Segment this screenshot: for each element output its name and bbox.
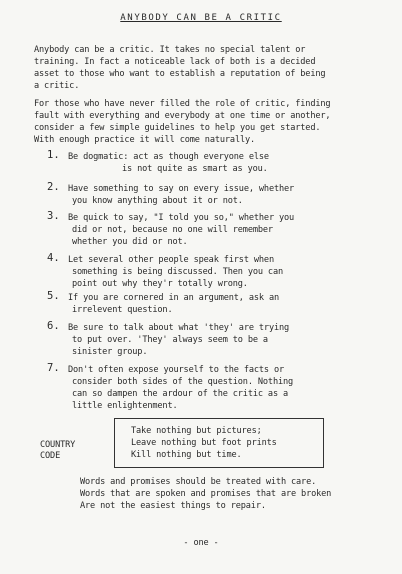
item-number: 3.: [47, 210, 60, 222]
motto-line: Leave nothing but foot prints: [131, 438, 277, 448]
item-line: did or not, because no one will remember: [72, 225, 273, 235]
item-number: 7.: [47, 362, 60, 374]
item-line: point out why they'r totally wrong.: [72, 279, 248, 289]
item-line: Don't often expose yourself to the facts or: [68, 365, 285, 375]
item-line: irrelevent question.: [72, 305, 173, 315]
item-line: sinister group.: [72, 347, 148, 357]
item-number: 5.: [47, 290, 60, 302]
page-title: ANYBODY CAN BE A CRITIC: [120, 13, 282, 23]
para2-line: For those who have never filled the role of critic, finding: [34, 99, 331, 109]
intro-line: a critic.: [34, 81, 80, 91]
para2-line: fault with everything and everybody at one time or another,: [34, 111, 331, 121]
motto-line: Take nothing but pictures;: [131, 426, 262, 436]
item-line: something is being discussed. Then you can: [72, 267, 284, 277]
para2-line: With enough practice it will come naturally.: [34, 135, 256, 145]
intro-line: training. In fact a noticeable lack of both is a decided: [34, 57, 316, 67]
item-line: you know anything about it or not.: [72, 196, 243, 206]
item-line: can so dampen the ardour of the critic as a: [72, 389, 289, 399]
item-number: 2.: [47, 181, 60, 193]
closing-line: Words that are spoken and promises that are broken: [80, 489, 332, 499]
item-number: 6.: [47, 320, 60, 332]
item-line: little enlightenment.: [72, 401, 178, 411]
country-code-label: COUNTRY: [40, 440, 76, 450]
country-code-label: CODE: [40, 451, 61, 461]
item-line: Be quick to say, "I told you so," whether you: [68, 213, 295, 223]
item-line: is not quite as smart as you.: [122, 164, 268, 174]
item-line: whether you did or not.: [72, 237, 188, 247]
item-line: Be dogmatic: act as though everyone else: [68, 152, 269, 162]
closing-line: Words and promises should be treated with care.: [80, 477, 317, 487]
item-line: Have something to say on every issue, whether: [68, 184, 295, 194]
item-line: If you are cornered in an argument, ask an: [68, 293, 280, 303]
item-line: to put over. 'They' always seem to be a: [72, 335, 268, 345]
page-number: - one -: [183, 538, 219, 548]
item-line: Let several other people speak first when: [68, 255, 274, 265]
item-line: consider both sides of the question. Nothing: [72, 377, 294, 387]
item-number: 4.: [47, 252, 60, 264]
item-line: Be sure to talk about what 'they' are trying: [68, 323, 290, 333]
item-number: 1.: [47, 149, 60, 161]
intro-line: asset to those who want to establish a reputation of being: [34, 69, 326, 79]
closing-line: Are not the easiest things to repair.: [80, 501, 266, 511]
intro-line: Anybody can be a critic. It takes no special talent or: [34, 45, 306, 55]
para2-line: consider a few simple guidelines to help you get started.: [34, 123, 321, 133]
motto-line: Kill nothing but time.: [131, 450, 242, 460]
